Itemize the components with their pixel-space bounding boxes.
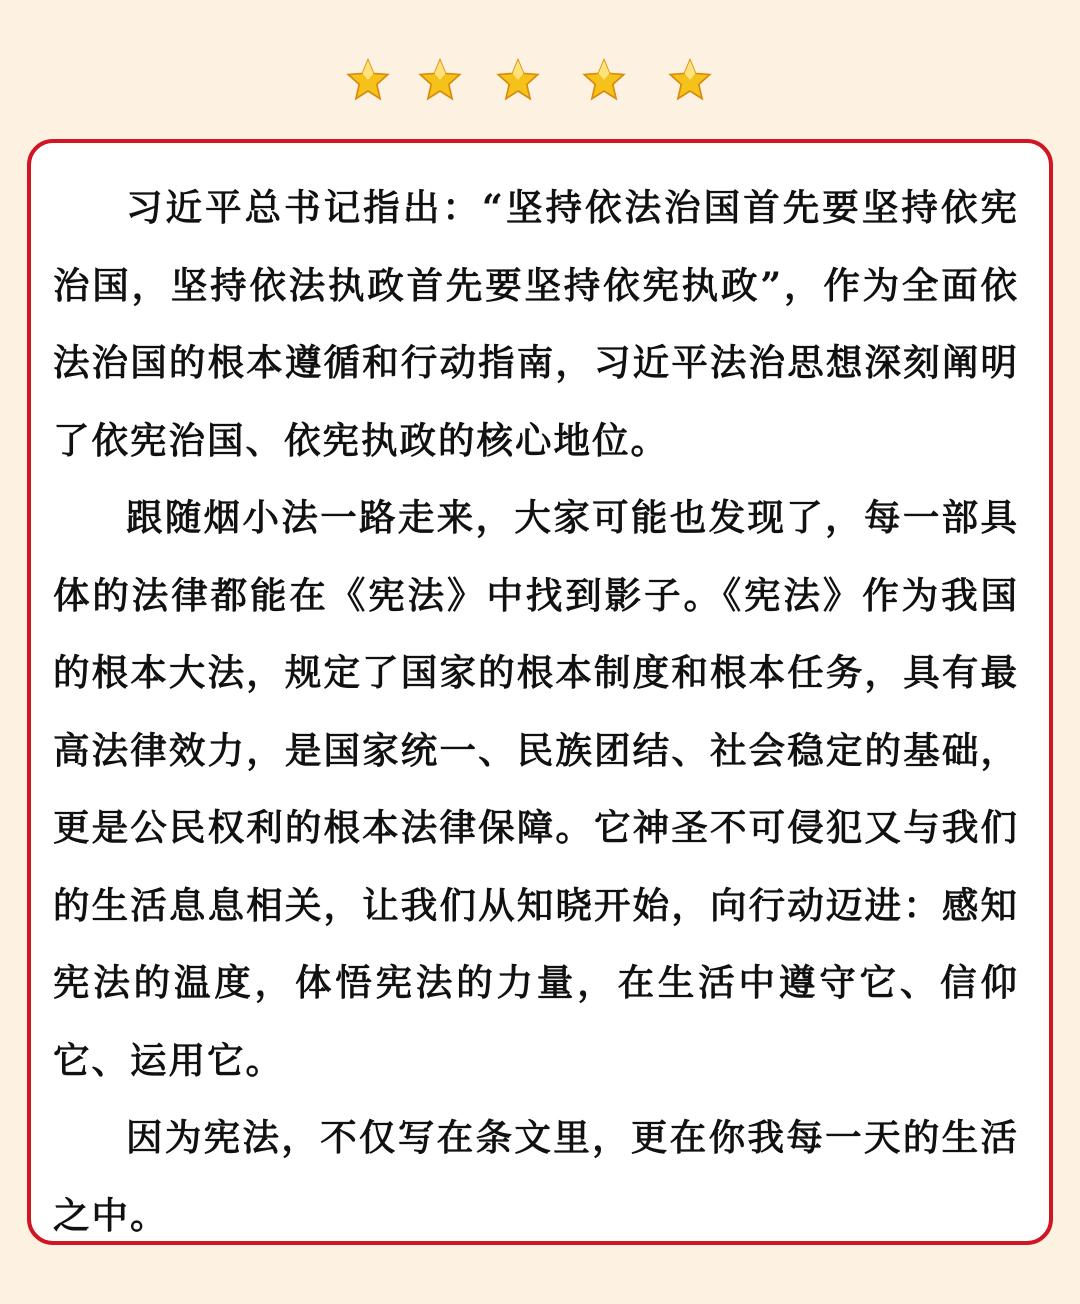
text-card [27, 139, 1053, 1245]
star-icon [418, 58, 462, 102]
star-icon [668, 58, 712, 102]
star-icon [582, 58, 626, 102]
paragraph-3: 因为宪法，不仅写在条文里，更在你我每一天的生活之中。 [53, 1116, 1019, 1237]
star-icon [346, 58, 390, 102]
paragraph-2: 跟随烟小法一路走来，大家可能也发现了，每一部具体的法律都能在《宪法》中找到影子。《宪法》作为我国的根本大法，规定了国家的根本制度和根本任务，具有最高法律效力，是国家统一、民族团结、社会稳定的基础，更是公民权利的根本法律保障。它神圣不可侵犯又与我们的生活息息相关，让我们从知晓开始，向行动迈进：感知宪法的温度，体悟宪法的力量，在生活中遵守它、信仰它、运用它。 [53, 496, 1019, 1082]
paragraph-1: 习近平总书记指出：“坚持依法治国首先要坚持依宪治国，坚持依法执政首先要坚持依宪执政”，作为全面依法治国的根本遵循和行动指南，习近平法治思想深刻阐明了依宪治国、依宪执政的核心地位。 [53, 186, 1019, 462]
star-icon [496, 58, 540, 102]
star-row [0, 58, 1080, 106]
